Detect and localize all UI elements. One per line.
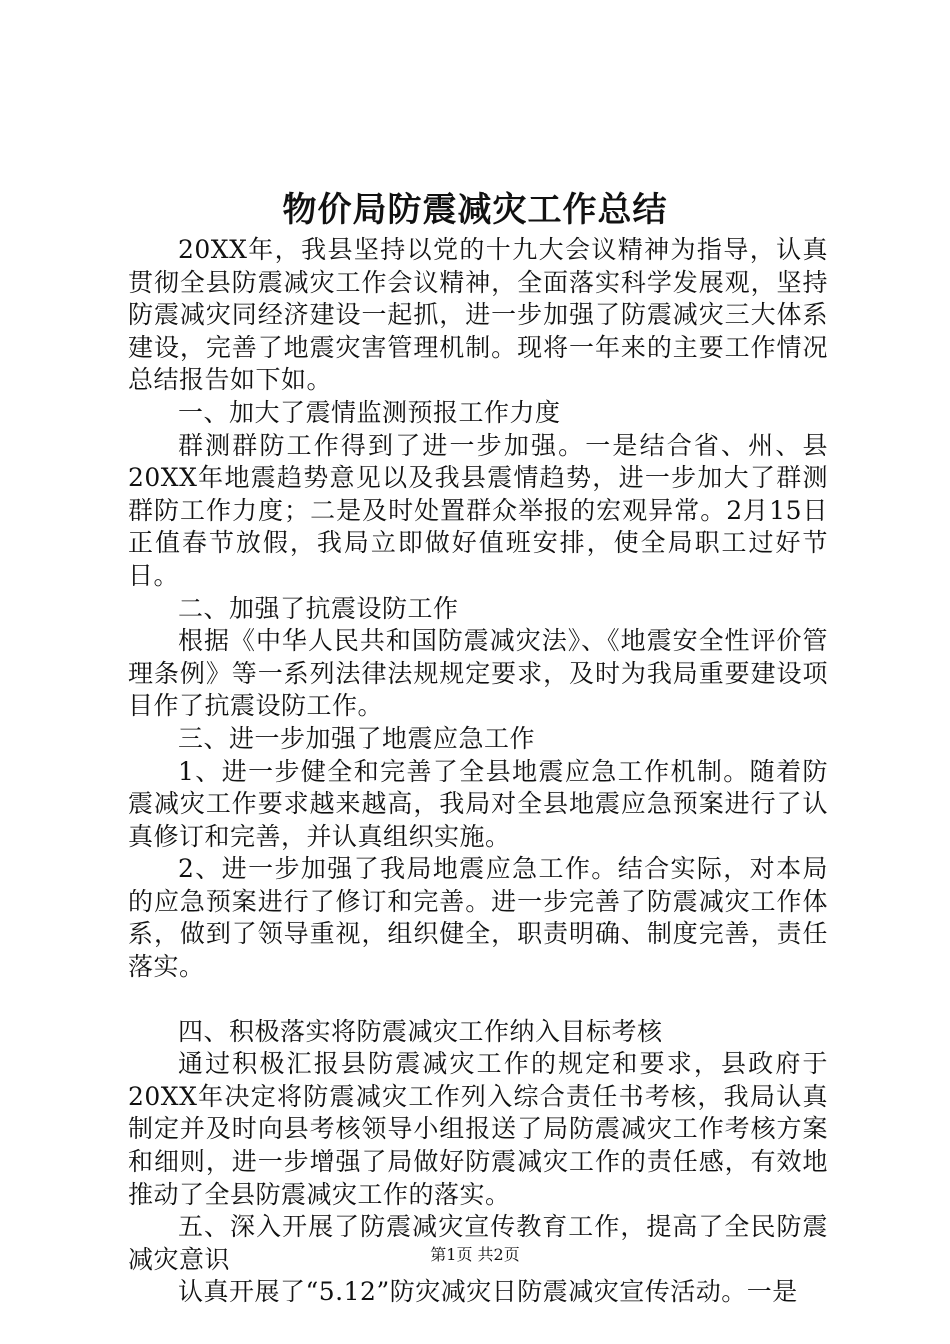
intro-paragraph: 20XX年，我县坚持以党的十九大会议精神为指导，认真贯彻全县防震减灾工作会议精神，全面落实科学发展观，坚持防震减灾同经济建设一起抓，进一步加强了防震减灾三大体系建设，完善了地震灾害管理机制。现将一年来的主要工作情况总结报告如下如。 [128,235,828,395]
section-heading-4: 四、积极落实将防震减灾工作纳入目标考核 [178,1016,663,1046]
section-1-paragraph: 群测群防工作得到了进一步加强。一是结合省、州、县20XX年地震趋势意见以及我县震情趋势，进一步加大了群测群防工作力度；二是及时处置群众举报的宏观异常。2月15日正值春节放假，我局立即做好值班安排，使全局职工过好节日。 [128,430,828,590]
section-4-paragraph: 通过积极汇报县防震减灾工作的规定和要求，县政府于20XX年决定将防震减灾工作列入综合责任书考核，我局认真制定并及时向县考核领导小组报送了局防震减灾工作考核方案和细则，进一步增强了局做好防震减灾工作的责任感，有效地推动了全县防震减灾工作的落实。 [128,1049,828,1209]
section-heading-1: 一、加大了震情监测预报工作力度 [178,397,561,427]
page-number-footer: 第1页 共2页 [430,1245,520,1264]
section-heading-2: 二、加强了抗震设防工作 [178,593,459,623]
document-body [128,234,828,1309]
section-heading-5: 五、深入开展了防震减灾宣传教育工作，提高了全民防震减灾意识 [128,1212,828,1274]
document-title: 物价局防震减灾工作总结 [282,190,668,230]
section-3-item-1: 1、进一步健全和完善了全县地震应急工作机制。随着防震减灾工作要求越来越高，我局对全县地震应急预案进行了认真修订和完善，并认真组织实施。 [128,756,828,851]
section-3-item-2: 2、进一步加强了我局地震应急工作。结合实际，对本局的应急预案进行了修订和完善。进一步完善了防震减灾工作体系，做到了领导重视，组织健全，职责明确、制度完善，责任落实。 [128,854,828,982]
paragraph-spacer [128,984,828,1016]
section-5-paragraph: 认真开展了“5.12”防灾减灾日防震减灾宣传活动。一是 [178,1277,798,1307]
section-heading-3: 三、进一步加强了地震应急工作 [178,723,536,753]
section-2-paragraph: 根据《中华人民共和国防震减灾法》、《地震安全性评价管理条例》等一系列法律法规规定要求，及时为我局重要建设项目作了抗震设防工作。 [128,626,828,721]
